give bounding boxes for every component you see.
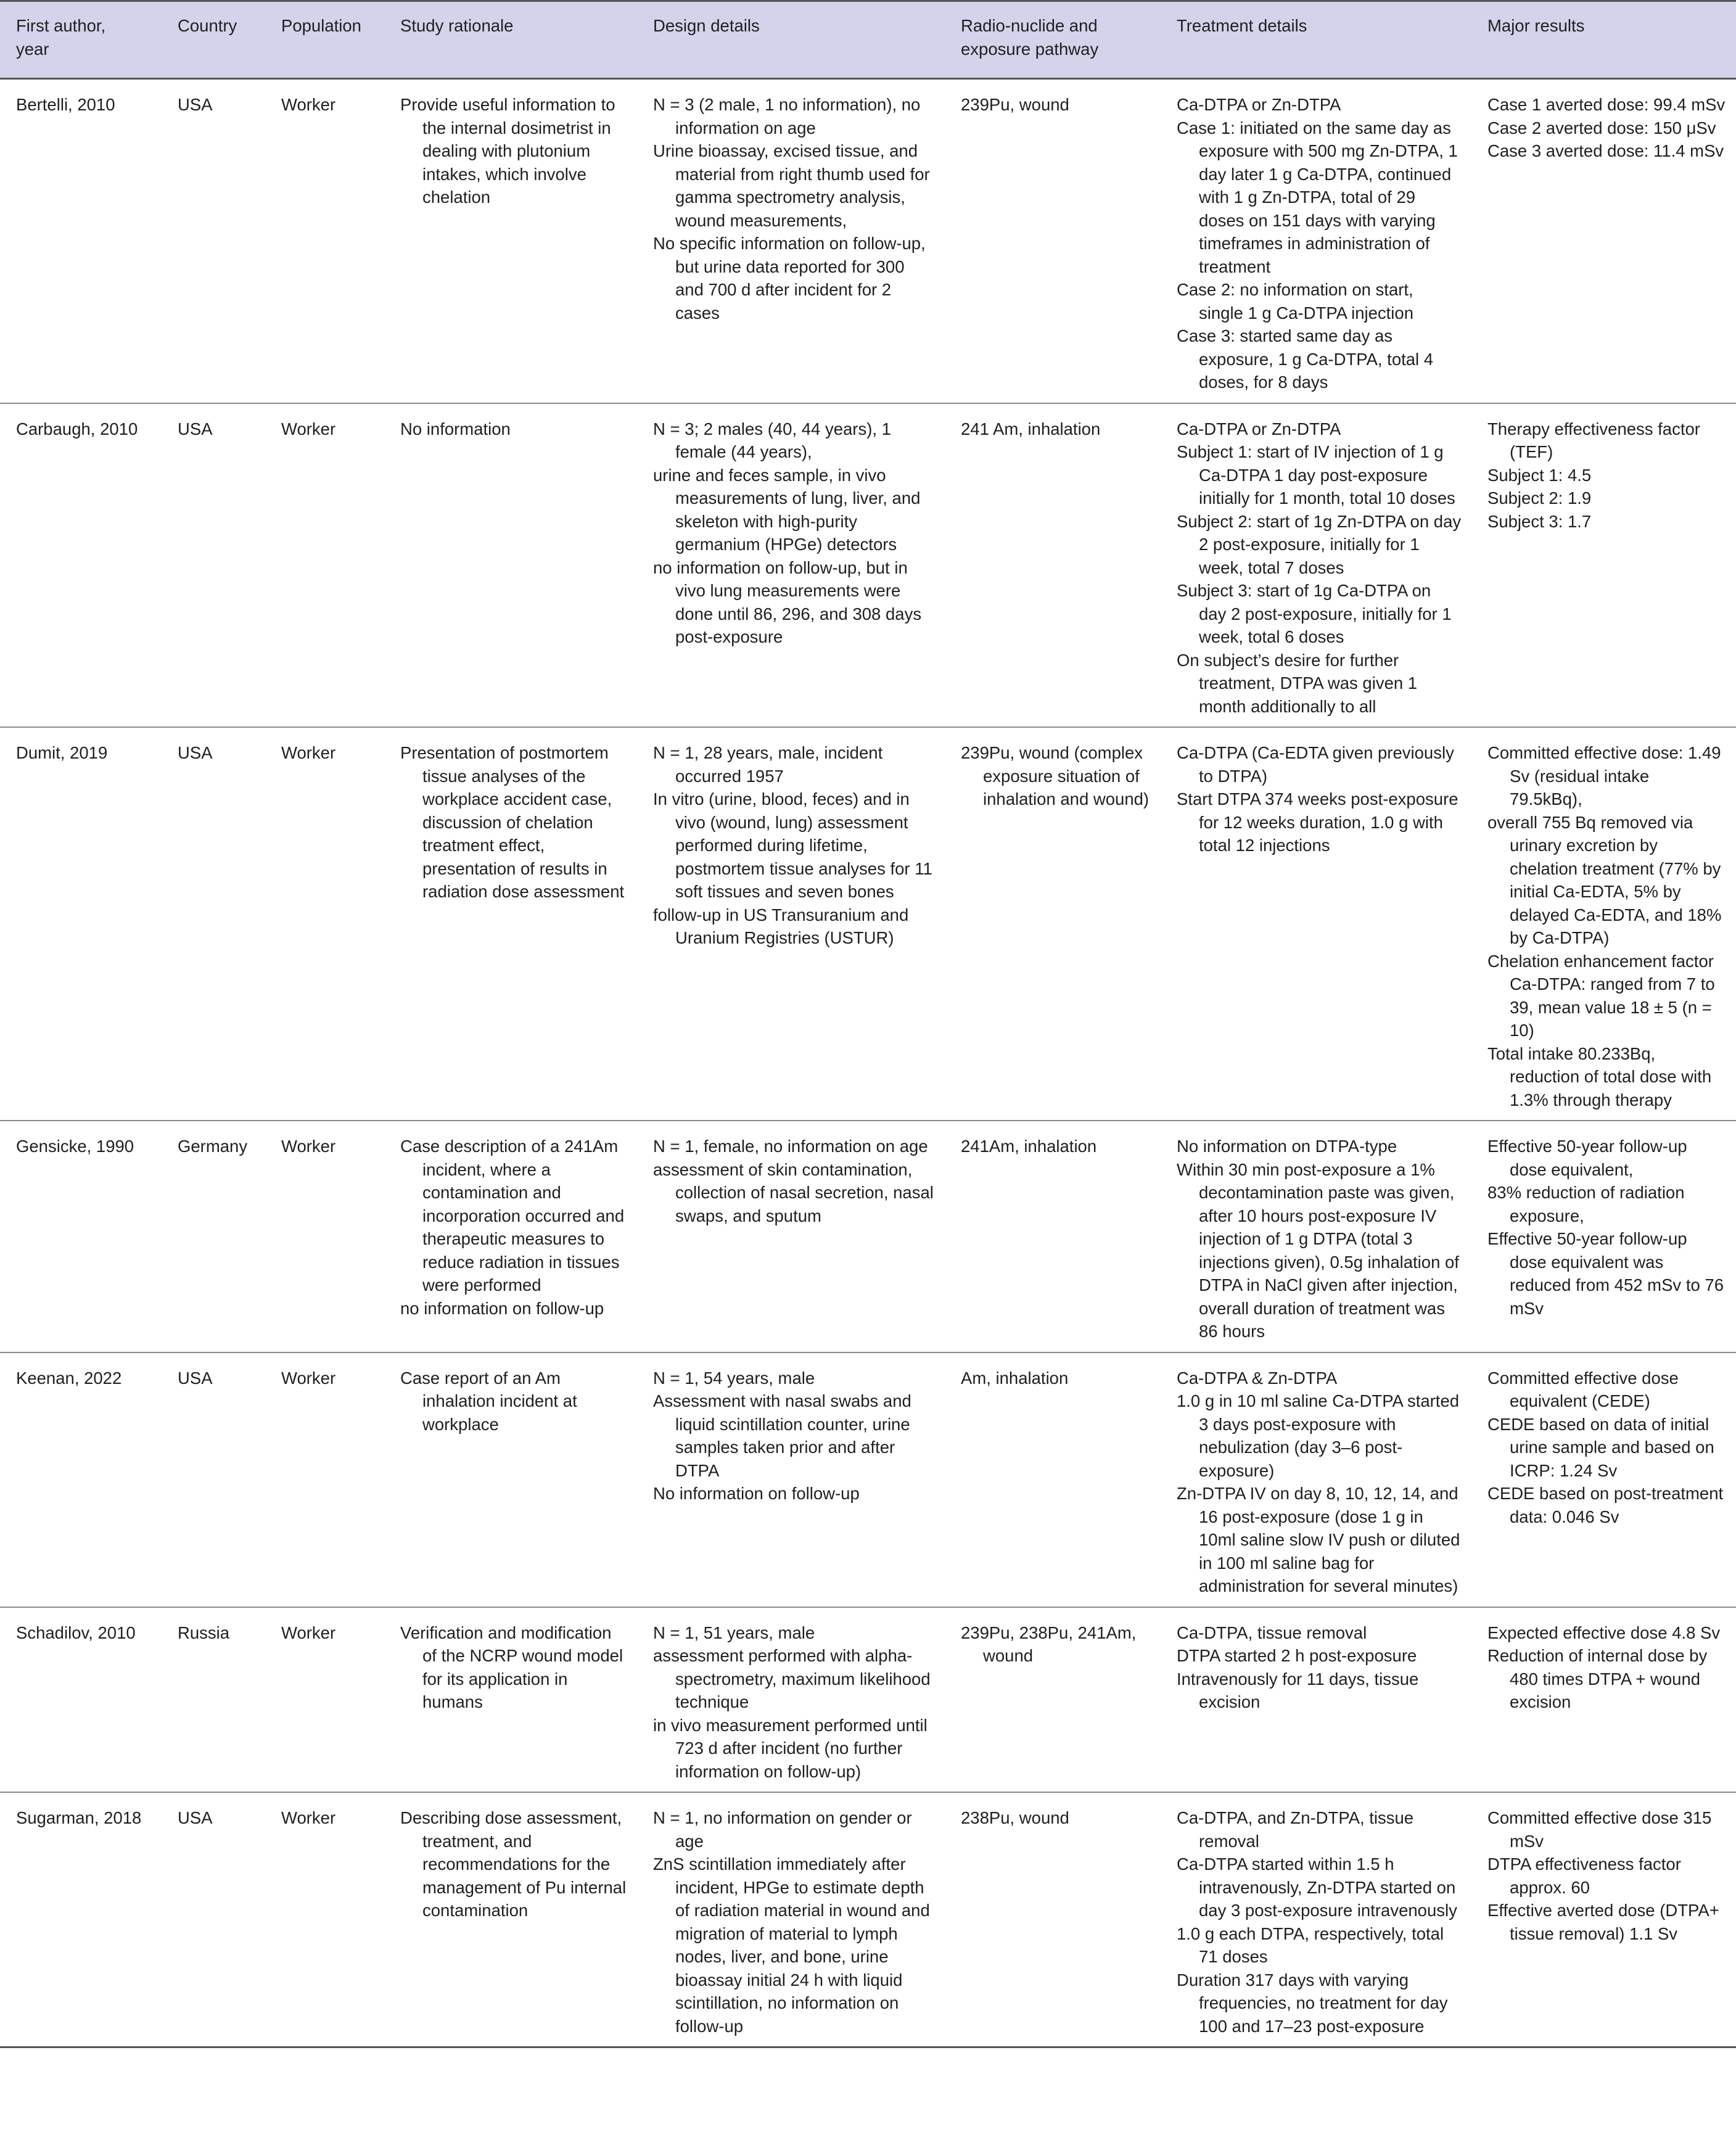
- header-label: Major results: [1487, 16, 1585, 35]
- design-line: in vivo measurement performed until 723 d after incident (no further information on follow-up): [653, 1715, 928, 1781]
- results-line: DTPA effectiveness factor approx. 60: [1487, 1854, 1681, 1897]
- population-cell: [265, 1607, 384, 1793]
- rationale-cell: [384, 1607, 637, 1793]
- treatment-line: Ca-DTPA (Ca-EDTA given previously to DTPA): [1177, 743, 1454, 786]
- header-country: [162, 1, 265, 79]
- treatment-line: Duration 317 days with varying frequencies, no treatment for day 100 and 17–23 post-exposure: [1177, 1970, 1448, 2036]
- radionuclide-line: Am, inhalation: [961, 1368, 1069, 1388]
- treatment-line: DTPA started 2 h post-exposure: [1177, 1646, 1417, 1665]
- header-label: First author, year: [16, 16, 106, 59]
- rationale-line: Case description of a 241Am incident, where a contamination and incorporation occurred and therapeutic measures to reduce radiation in tissues were performed: [400, 1137, 625, 1294]
- design-line: urine and feces sample, in vivo measurements of lung, liver, and skeleton with high-purity germanium (HPGe) detectors: [653, 465, 921, 554]
- author-cell: [0, 1607, 162, 1793]
- header-label: Design details: [653, 16, 760, 35]
- results-line: Case 1 averted dose: 99.4 mSv: [1487, 95, 1726, 114]
- rationale-cell: [384, 1121, 637, 1352]
- results-line: Committed effective dose 315 mSv: [1487, 1808, 1712, 1851]
- population-cell: [265, 1352, 384, 1607]
- design-line: No specific information on follow-up, but urine data reported for 300 and 700 d after incident for 2 cases: [653, 234, 926, 323]
- radionuclide-line: 239Pu, wound (complex exposure situation of inhalation and wound): [961, 743, 1150, 809]
- treatment-line: Ca-DTPA or Zn-DTPA: [1177, 419, 1341, 438]
- table-row: [0, 1607, 1736, 1793]
- header-design-details: [637, 1, 945, 79]
- design-cell: [637, 1792, 945, 2047]
- author-cell: [0, 403, 162, 728]
- population-text: Worker: [281, 1137, 336, 1156]
- table-row: [0, 1121, 1736, 1352]
- treatment-line: Subject 2: start of 1g Zn-DTPA on day 2 post-exposure, initially for 1 week, total 7 doses: [1177, 511, 1462, 577]
- results-line: Expected effective dose 4.8 Sv: [1487, 1623, 1721, 1642]
- radionuclide-cell: [945, 1121, 1161, 1352]
- rationale-cell: [384, 727, 637, 1121]
- treatment-line: Case 3: started same day as exposure, 1 g Ca-DTPA, total 4 doses, for 8 days: [1177, 326, 1434, 392]
- design-line: N = 1, 54 years, male: [653, 1368, 815, 1388]
- country-text: USA: [178, 743, 213, 762]
- results-line: Reduction of internal dose by 480 times DTPA + wound excision: [1487, 1646, 1708, 1711]
- header-study-rationale: [384, 1, 637, 79]
- design-line: In vitro (urine, blood, feces) and in vivo (wound, lung) assessment performed during lifetime, postmortem tissue analyses for 11 soft tissues and seven bones: [653, 789, 932, 901]
- author-cell: [0, 79, 162, 403]
- header-label: Population: [281, 16, 361, 35]
- rationale-line: Provide useful information to the internal dosimetrist in dealing with plutonium intakes, which involve chelation: [400, 95, 615, 207]
- results-line: Effective averted dose (DTPA+ tissue removal) 1.1 Sv: [1487, 1901, 1719, 1943]
- treatment-cell: [1161, 1792, 1471, 2047]
- header-label: Study rationale: [400, 16, 514, 35]
- radionuclide-cell: [945, 1792, 1161, 2047]
- treatment-line: Within 30 min post-exposure a 1% decontamination paste was given, after 10 hours post-exposure IV injection of 1 g DTPA (total 3 injections given), 0.5g inhalation of DTPA in NaCl given after injection, overall duration of treatment was 86 hours: [1177, 1159, 1459, 1341]
- results-line: 83% reduction of radiation exposure,: [1487, 1183, 1685, 1225]
- treatment-cell: [1161, 79, 1471, 403]
- results-cell: [1471, 79, 1736, 403]
- results-line: Effective 50-year follow-up dose equivalent,: [1487, 1137, 1687, 1179]
- population-text: Worker: [281, 1368, 336, 1388]
- treatment-line: Subject 1: start of IV injection of 1 g Ca-DTPA 1 day post-exposure initially for 1 month, total 10 doses: [1177, 442, 1455, 508]
- rationale-cell: [384, 1352, 637, 1607]
- rationale-cell: [384, 1792, 637, 2047]
- radionuclide-cell: [945, 1352, 1161, 1607]
- author-text: Schadilov, 2010: [16, 1623, 136, 1642]
- design-line: N = 1, 28 years, male, incident occurred 1957: [653, 743, 883, 786]
- design-line: N = 1, 51 years, male: [653, 1623, 815, 1642]
- country-text: USA: [178, 419, 213, 438]
- results-line: Effective 50-year follow-up dose equivalent was reduced from 452 mSv to 76 mSv: [1487, 1229, 1724, 1318]
- treatment-line: Ca-DTPA & Zn-DTPA: [1177, 1368, 1338, 1388]
- results-line: Case 3 averted dose: 11.4 mSv: [1487, 141, 1724, 160]
- treatment-line: Start DTPA 374 weeks post-exposure for 12 weeks duration, 1.0 g with total 12 injections: [1177, 789, 1458, 855]
- design-line: Assessment with nasal swabs and liquid scintillation counter, urine samples taken prior and after DTPA: [653, 1391, 911, 1480]
- population-cell: [265, 1792, 384, 2047]
- design-cell: [637, 403, 945, 728]
- design-cell: [637, 1352, 945, 1607]
- treatment-line: Ca-DTPA or Zn-DTPA: [1177, 95, 1341, 114]
- rationale-line: Case report of an Am inhalation incident at workplace: [400, 1368, 577, 1434]
- results-cell: [1471, 1792, 1736, 2047]
- treatment-line: 1.0 g in 10 ml saline Ca-DTPA started 3 days post-exposure with nebulization (day 3–6 post-exposure): [1177, 1391, 1460, 1480]
- design-cell: [637, 1121, 945, 1352]
- rationale-cell: [384, 79, 637, 403]
- rationale-line: Describing dose assessment, treatment, and recommendations for the management of Pu internal contamination: [400, 1808, 627, 1920]
- radionuclide-line: 239Pu, wound: [961, 95, 1069, 114]
- design-line: No information on follow-up: [653, 1484, 860, 1503]
- design-cell: [637, 727, 945, 1121]
- radionuclide-line: 239Pu, 238Pu, 241Am, wound: [961, 1623, 1137, 1665]
- rationale-line: Presentation of postmortem tissue analyses of the workplace accident case, discussion of chelation treatment effect, presentation of results in radiation dose assessment: [400, 743, 625, 901]
- results-cell: [1471, 1607, 1736, 1793]
- results-cell: [1471, 1121, 1736, 1352]
- treatment-line: Zn-DTPA IV on day 8, 10, 12, 14, and 16 post-exposure (dose 1 g in 10ml saline slow IV push or diluted in 100 ml saline bag for administration for several minutes): [1177, 1484, 1460, 1595]
- treatment-cell: [1161, 1352, 1471, 1607]
- treatment-cell: [1161, 727, 1471, 1121]
- table-row: [0, 1352, 1736, 1607]
- radionuclide-line: 238Pu, wound: [961, 1808, 1069, 1827]
- header-population: [265, 1, 384, 79]
- results-line: Committed effective dose equivalent (CEDE): [1487, 1368, 1679, 1410]
- treatment-line: Subject 3: start of 1g Ca-DTPA on day 2 post-exposure, initially for 1 week, total 6 doses: [1177, 581, 1452, 646]
- author-text: Sugarman, 2018: [16, 1808, 142, 1827]
- population-text: Worker: [281, 419, 336, 438]
- radionuclide-cell: [945, 727, 1161, 1121]
- author-cell: [0, 1121, 162, 1352]
- population-cell: [265, 1121, 384, 1352]
- results-cell: [1471, 1352, 1736, 1607]
- author-text: Carbaugh, 2010: [16, 419, 138, 438]
- design-line: N = 3 (2 male, 1 no information), no information on age: [653, 95, 921, 138]
- results-line: Therapy effectiveness factor (TEF): [1487, 419, 1700, 461]
- country-cell: [162, 727, 265, 1121]
- treatment-line: Intravenously for 11 days, tissue excision: [1177, 1669, 1419, 1711]
- country-cell: [162, 1352, 265, 1607]
- radionuclide-cell: [945, 79, 1161, 403]
- radionuclide-line: 241 Am, inhalation: [961, 419, 1101, 438]
- author-text: Gensicke, 1990: [16, 1137, 134, 1156]
- results-line: Chelation enhancement factor Ca-DTPA: ranged from 7 to 39, mean value 18 ± 5 (n = 10): [1487, 951, 1715, 1040]
- design-line: assessment of skin contamination, collection of nasal secretion, nasal swaps, and sputum: [653, 1159, 934, 1225]
- design-line: assessment performed with alpha-spectrometry, maximum likelihood technique: [653, 1646, 931, 1711]
- population-text: Worker: [281, 95, 336, 114]
- design-cell: [637, 79, 945, 403]
- header-radionuclide: [945, 1, 1161, 79]
- treatment-line: Ca-DTPA, and Zn-DTPA, tissue removal: [1177, 1808, 1414, 1851]
- treatment-line: On subject’s desire for further treatment, DTPA was given 1 month additionally to all: [1177, 650, 1418, 716]
- header-label: Treatment details: [1177, 16, 1307, 35]
- design-line: N = 1, female, no information on age: [653, 1137, 928, 1156]
- results-line: Subject 2: 1.9: [1487, 488, 1592, 508]
- population-cell: [265, 79, 384, 403]
- table-body: [0, 79, 1736, 2047]
- author-cell: [0, 1792, 162, 2047]
- design-line: follow-up in US Transuranium and Uranium Registries (USTUR): [653, 905, 909, 947]
- results-line: Total intake 80.233Bq, reduction of total dose with 1.3% through therapy: [1487, 1043, 1712, 1109]
- design-line: ZnS scintillation immediately after incident, HPGe to estimate depth of radiation material in wound and migration of material to lymph nodes, liver, and bone, urine bioassay initial 24 h with liquid scintillation, no information on follow-up: [653, 1854, 930, 2036]
- rationale-line: No information: [400, 419, 511, 438]
- header-first-author: [0, 1, 162, 79]
- header-row: [0, 1, 1736, 79]
- country-text: USA: [178, 1368, 213, 1388]
- author-cell: [0, 1352, 162, 1607]
- header-label: Radio-nuclide and exposure pathway: [961, 16, 1099, 59]
- treatment-line: 1.0 g each DTPA, respectively, total 71 doses: [1177, 1924, 1444, 1966]
- results-line: Case 2 averted dose: 150 μSv: [1487, 118, 1716, 138]
- results-line: Subject 1: 4.5: [1487, 465, 1592, 485]
- country-text: Germany: [178, 1137, 248, 1156]
- results-line: Subject 3: 1.7: [1487, 511, 1592, 531]
- table-row: [0, 403, 1736, 728]
- radionuclide-line: 241Am, inhalation: [961, 1137, 1097, 1156]
- results-line: CEDE based on data of initial urine sample and based on ICRP: 1.24 Sv: [1487, 1414, 1714, 1480]
- author-cell: [0, 727, 162, 1121]
- treatment-line: Case 2: no information on start, single 1 g Ca-DTPA injection: [1177, 280, 1413, 323]
- country-text: USA: [178, 1808, 213, 1827]
- results-cell: [1471, 403, 1736, 728]
- design-cell: [637, 1607, 945, 1793]
- rationale-line: no information on follow-up: [400, 1298, 604, 1318]
- results-line: Committed effective dose: 1.49 Sv (residual intake 79.5kBq),: [1487, 743, 1721, 809]
- header-treatment-details: [1161, 1, 1471, 79]
- population-text: Worker: [281, 743, 336, 762]
- results-cell: [1471, 727, 1736, 1121]
- radionuclide-cell: [945, 403, 1161, 728]
- country-cell: [162, 1792, 265, 2047]
- country-text: Russia: [178, 1623, 230, 1642]
- country-cell: [162, 403, 265, 728]
- treatment-cell: [1161, 403, 1471, 728]
- results-line: overall 755 Bq removed via urinary excretion by chelation treatment (77% by initial Ca-EDTA, 5% by delayed Ca-EDTA, and 18% by Ca-DTPA): [1487, 812, 1722, 947]
- table-row: [0, 727, 1736, 1121]
- country-text: USA: [178, 95, 213, 114]
- treatment-cell: [1161, 1607, 1471, 1793]
- author-text: Bertelli, 2010: [16, 95, 115, 114]
- results-line: CEDE based on post-treatment data: 0.046 Sv: [1487, 1484, 1724, 1526]
- treatment-line: Ca-DTPA, tissue removal: [1177, 1623, 1367, 1642]
- design-line: N = 1, no information on gender or age: [653, 1808, 912, 1851]
- rationale-line: Verification and modification of the NCRP wound model for its application in humans: [400, 1623, 623, 1711]
- country-cell: [162, 1607, 265, 1793]
- design-line: Urine bioassay, excised tissue, and material from right thumb used for gamma spectrometry analysis, wound measurements,: [653, 141, 930, 230]
- table-header: [0, 1, 1736, 79]
- treatment-line: Ca-DTPA started within 1.5 h intravenously, Zn-DTPA started on day 3 post-exposure intravenously: [1177, 1854, 1457, 1920]
- population-text: Worker: [281, 1623, 336, 1642]
- radionuclide-cell: [945, 1607, 1161, 1793]
- population-cell: [265, 727, 384, 1121]
- design-line: no information on follow-up, but in vivo lung measurements were done until 86, 296, and 308 days post-exposure: [653, 558, 922, 646]
- author-text: Dumit, 2019: [16, 743, 108, 762]
- country-cell: [162, 79, 265, 403]
- header-major-results: [1471, 1, 1736, 79]
- treatment-line: No information on DTPA-type: [1177, 1137, 1397, 1156]
- design-line: N = 3; 2 males (40, 44 years), 1 female (44 years),: [653, 419, 891, 461]
- table-row: [0, 1792, 1736, 2047]
- population-cell: [265, 403, 384, 728]
- header-label: Country: [178, 16, 237, 35]
- treatment-cell: [1161, 1121, 1471, 1352]
- population-text: Worker: [281, 1808, 336, 1827]
- country-cell: [162, 1121, 265, 1352]
- treatment-line: Case 1: initiated on the same day as exposure with 500 mg Zn-DTPA, 1 day later 1 g Ca-DTPA, continued with 1 g Zn-DTPA, total of 29 doses on 151 days with varying timeframes in administration of treatment: [1177, 118, 1458, 276]
- rationale-cell: [384, 403, 637, 728]
- table-row: [0, 79, 1736, 403]
- author-text: Keenan, 2022: [16, 1368, 122, 1388]
